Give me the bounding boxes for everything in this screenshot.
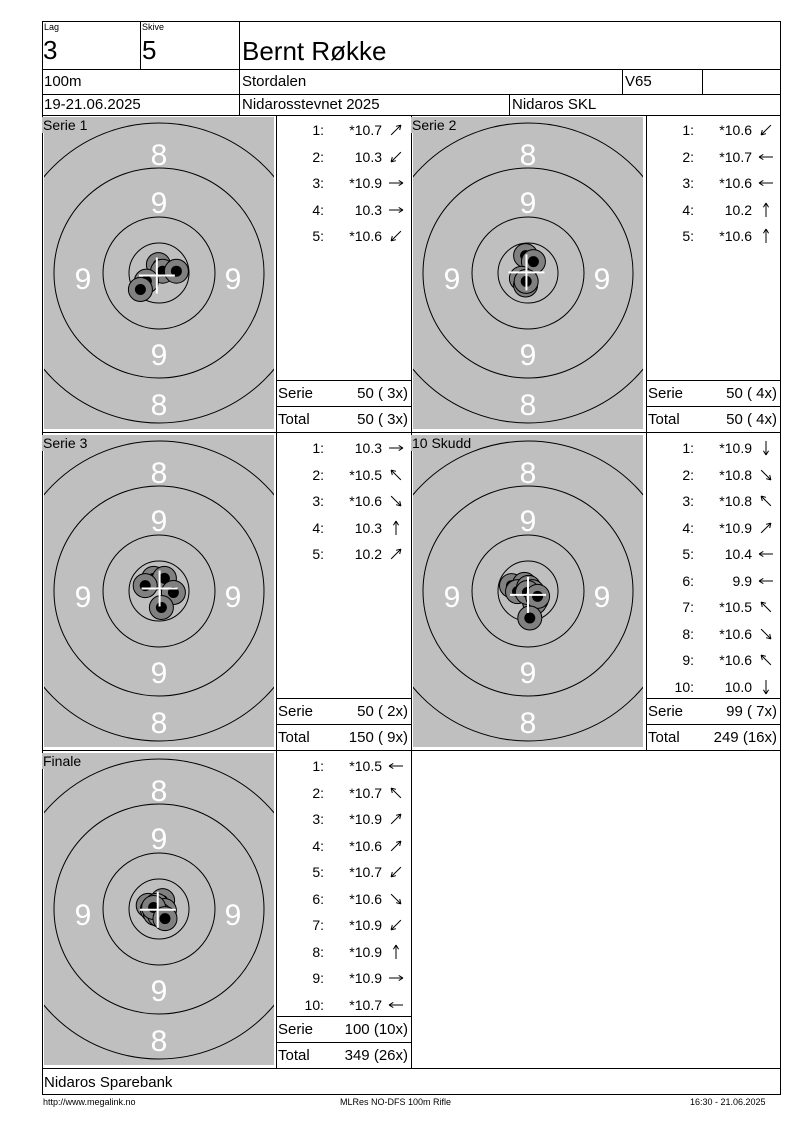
- shot-number: 3:: [312, 493, 324, 509]
- shot-row: [278, 886, 408, 912]
- shot-number: 7:: [682, 599, 694, 615]
- shot-row: [278, 753, 408, 779]
- shot-row: [278, 197, 408, 223]
- shot-row: [648, 223, 778, 249]
- shot-number: 2:: [682, 466, 694, 483]
- direction-arrow-icon: [386, 965, 406, 991]
- shot-value: *10.8: [719, 493, 752, 509]
- shot-value: *10.6: [719, 175, 752, 191]
- direction-arrow-icon: [756, 674, 776, 700]
- shot-number: 1:: [682, 122, 694, 138]
- ring-number: 8: [519, 457, 537, 490]
- hit-core: [135, 284, 146, 295]
- ring-number: 9: [150, 975, 168, 1008]
- ring-number: 8: [519, 389, 537, 422]
- shot-value: 9.9: [732, 572, 752, 589]
- shot-number: 1:: [312, 122, 324, 138]
- shot-number: 7:: [312, 917, 324, 933]
- direction-arrow-icon: [386, 992, 406, 1018]
- shot-value: *10.9: [719, 440, 752, 456]
- shot-row: [278, 515, 408, 541]
- total-value: 249 (16x): [713, 729, 777, 746]
- shot-value: *10.8: [719, 466, 752, 483]
- ring-number: 9: [74, 263, 92, 296]
- shot-value: 10.3: [354, 440, 382, 456]
- total-row: [646, 407, 779, 433]
- shot-row: [648, 462, 778, 488]
- shot-number: 2:: [312, 466, 324, 483]
- shot-value: *10.7: [349, 784, 382, 801]
- ring-number: 8: [519, 139, 537, 172]
- shot-value: *10.7: [349, 996, 382, 1013]
- shot-number: 9:: [312, 970, 324, 986]
- shot-row: [278, 780, 408, 806]
- direction-arrow-icon: [386, 197, 406, 223]
- organizer: Nidaros SKL: [512, 96, 597, 113]
- shot-number: 5:: [312, 864, 324, 880]
- shot-row: [648, 674, 778, 700]
- direction-arrow-icon: [756, 515, 776, 541]
- shot-number: 1:: [682, 440, 694, 456]
- total-label: Total: [278, 729, 310, 746]
- direction-arrow-icon: [386, 223, 406, 249]
- direction-arrow-icon: [756, 144, 776, 170]
- hit-core: [524, 613, 535, 624]
- shot-row: [648, 117, 778, 143]
- ring-number: 9: [150, 339, 168, 372]
- ring-number: 9: [443, 263, 461, 296]
- shot-value: 10.2: [724, 201, 752, 218]
- ring-number: 9: [224, 899, 242, 932]
- shot-number: 5:: [682, 546, 694, 562]
- direction-arrow-icon: [386, 939, 406, 965]
- direction-arrow-icon: [756, 488, 776, 514]
- shot-number: 2:: [312, 148, 324, 165]
- ring-number: 9: [224, 263, 242, 296]
- ring-number: 8: [150, 775, 168, 808]
- ring-number: 8: [150, 457, 168, 490]
- shot-value: 10.3: [354, 201, 382, 218]
- shot-number: 2:: [312, 784, 324, 801]
- shot-value: *10.5: [349, 758, 382, 774]
- ring-number: 9: [519, 505, 537, 538]
- shot-row: [648, 647, 778, 673]
- panel-title: Serie 1: [43, 117, 88, 133]
- total-value: 150 ( 9x): [348, 729, 408, 746]
- shot-value: *10.9: [349, 811, 382, 827]
- direction-arrow-icon: [386, 806, 406, 832]
- direction-arrow-icon: [386, 170, 406, 196]
- shot-row: [648, 170, 778, 196]
- serie-label: Serie: [648, 385, 684, 402]
- ring-number: 9: [74, 581, 92, 614]
- shot-row: [278, 859, 408, 885]
- direction-arrow-icon: [386, 780, 406, 806]
- shot-number: 4:: [682, 519, 694, 536]
- shot-value: *10.5: [719, 599, 752, 615]
- shot-number: 4:: [312, 837, 324, 854]
- shot-value: *10.9: [349, 943, 382, 960]
- ring-number: 9: [443, 581, 461, 614]
- direction-arrow-icon: [386, 541, 406, 567]
- shot-row: [278, 541, 408, 567]
- shot-number: 6:: [312, 890, 324, 907]
- shot-row: [648, 515, 778, 541]
- footer-program: MLRes NO-DFS 100m Rifle: [340, 1097, 452, 1107]
- ring-number: 8: [519, 707, 537, 740]
- serie-row: [646, 381, 779, 407]
- distance: 100m: [44, 73, 82, 90]
- shot-row: [278, 117, 408, 143]
- hit-core: [528, 256, 539, 267]
- serie-row: [276, 1017, 410, 1043]
- direction-arrow-icon: [386, 488, 406, 514]
- ring-number: 9: [224, 581, 242, 614]
- shot-row: [648, 197, 778, 223]
- shot-number: 1:: [312, 440, 324, 456]
- shot-value: *10.6: [719, 122, 752, 138]
- ring-number: 9: [519, 339, 537, 372]
- shot-number: 3:: [682, 493, 694, 509]
- shot-value: 10.0: [724, 678, 752, 695]
- shot-value: 10.2: [354, 546, 382, 562]
- shot-number: 5:: [682, 228, 694, 244]
- shot-number: 5:: [312, 228, 324, 244]
- panel-title: 10 Skudd: [412, 435, 472, 451]
- shot-number: 3:: [682, 175, 694, 191]
- shot-row: [648, 541, 778, 567]
- total-value: 349 (26x): [344, 1047, 408, 1064]
- direction-arrow-icon: [756, 568, 776, 594]
- total-row: [276, 1043, 410, 1069]
- total-value: 50 ( 3x): [357, 411, 408, 428]
- shot-row: [278, 170, 408, 196]
- skive-value: 5: [142, 35, 157, 65]
- ring-number: 9: [593, 263, 611, 296]
- lag-value: 3: [43, 35, 58, 65]
- lag-label: Lag: [44, 22, 60, 32]
- serie-label: Serie: [278, 385, 314, 402]
- direction-arrow-icon: [756, 197, 776, 223]
- direction-arrow-icon: [386, 144, 406, 170]
- serie-value: 50 ( 4x): [726, 385, 777, 402]
- shooter-name: Bernt Røkke: [242, 36, 387, 66]
- ring-number: 9: [74, 899, 92, 932]
- total-row: [276, 407, 410, 433]
- shot-value: *10.9: [719, 519, 752, 536]
- shot-value: *10.9: [349, 970, 382, 986]
- ring-number: 8: [150, 1025, 168, 1058]
- direction-arrow-icon: [386, 886, 406, 912]
- ring-number: 9: [519, 657, 537, 690]
- ring-number: 9: [150, 187, 168, 220]
- direction-arrow-icon: [756, 223, 776, 249]
- shot-row: [278, 144, 408, 170]
- total-label: Total: [648, 411, 680, 428]
- direction-arrow-icon: [386, 912, 406, 938]
- shot-number: 5:: [312, 546, 324, 562]
- shot-row: [278, 806, 408, 832]
- total-label: Total: [278, 411, 310, 428]
- shot-number: 10:: [674, 678, 694, 695]
- direction-arrow-icon: [386, 753, 406, 779]
- shot-row: [278, 223, 408, 249]
- skive-label: Skive: [142, 22, 165, 32]
- shot-row: [278, 488, 408, 514]
- ring-number: 9: [150, 657, 168, 690]
- shot-row: [648, 594, 778, 620]
- shot-row: [648, 435, 778, 461]
- direction-arrow-icon: [756, 462, 776, 488]
- shot-value: 10.3: [354, 148, 382, 165]
- shot-number: 3:: [312, 811, 324, 827]
- shot-value: 10.3: [354, 519, 382, 536]
- shot-number: 2:: [682, 148, 694, 165]
- direction-arrow-icon: [386, 117, 406, 143]
- serie-value: 100 (10x): [344, 1021, 408, 1038]
- total-label: Total: [278, 1047, 310, 1064]
- shot-row: [278, 939, 408, 965]
- shot-value: *10.9: [349, 917, 382, 933]
- hit-core: [160, 913, 171, 924]
- shot-row: [278, 912, 408, 938]
- event: Nidarosstevnet 2025: [242, 96, 380, 113]
- shot-value: *10.6: [349, 837, 382, 854]
- ring-number: 8: [150, 389, 168, 422]
- direction-arrow-icon: [386, 833, 406, 859]
- direction-arrow-icon: [756, 647, 776, 673]
- shot-number: 9:: [682, 652, 694, 668]
- ring-number: 8: [150, 139, 168, 172]
- shot-number: 6:: [682, 572, 694, 589]
- serie-label: Serie: [648, 703, 684, 720]
- ring-number: 9: [150, 823, 168, 856]
- target-4: [413, 435, 643, 747]
- shot-value: *10.6: [719, 228, 752, 244]
- shot-number: 8:: [682, 625, 694, 642]
- serie-row: [276, 381, 410, 407]
- total-row: [646, 725, 779, 751]
- shot-number: 1:: [312, 758, 324, 774]
- direction-arrow-icon: [756, 170, 776, 196]
- shot-number: 4:: [312, 201, 324, 218]
- shot-value: *10.9: [349, 175, 382, 191]
- serie-value: 99 ( 7x): [726, 703, 777, 720]
- panel-title: Finale: [43, 753, 82, 769]
- shot-row: [278, 435, 408, 461]
- shot-value: *10.7: [719, 148, 752, 165]
- shot-value: *10.6: [719, 652, 752, 668]
- total-label: Total: [648, 729, 680, 746]
- panel-title: Serie 2: [412, 117, 457, 133]
- serie-value: 50 ( 2x): [357, 703, 408, 720]
- shot-number: 8:: [312, 943, 324, 960]
- shot-value: *10.7: [349, 864, 382, 880]
- shot-number: 3:: [312, 175, 324, 191]
- shot-row: [648, 144, 778, 170]
- shot-value: *10.6: [719, 625, 752, 642]
- shot-number: 10:: [304, 996, 324, 1013]
- shot-value: *10.7: [349, 122, 382, 138]
- direction-arrow-icon: [386, 435, 406, 461]
- ring-number: 9: [519, 187, 537, 220]
- club: Stordalen: [242, 73, 307, 90]
- shot-row: [648, 568, 778, 594]
- direction-arrow-icon: [756, 594, 776, 620]
- direction-arrow-icon: [756, 117, 776, 143]
- target-5: [44, 753, 274, 1065]
- direction-arrow-icon: [386, 859, 406, 885]
- shot-value: *10.6: [349, 890, 382, 907]
- direction-arrow-icon: [386, 515, 406, 541]
- ring-number: 8: [150, 707, 168, 740]
- total-row: [276, 725, 410, 751]
- shot-value: *10.6: [349, 493, 382, 509]
- target-1: [44, 117, 274, 429]
- direction-arrow-icon: [756, 621, 776, 647]
- footer-url[interactable]: http://www.megalink.no: [43, 1097, 136, 1107]
- ring-number: 9: [150, 505, 168, 538]
- serie-row: [646, 699, 779, 725]
- panel-title: Serie 3: [43, 435, 88, 451]
- serie-label: Serie: [278, 1021, 314, 1038]
- direction-arrow-icon: [756, 541, 776, 567]
- shot-row: [278, 833, 408, 859]
- shot-row: [278, 965, 408, 991]
- shot-value: 10.4: [724, 546, 752, 562]
- shot-value: *10.5: [349, 466, 382, 483]
- target-3: [44, 435, 274, 747]
- total-value: 50 ( 4x): [726, 411, 777, 428]
- serie-row: [276, 699, 410, 725]
- footer-timestamp: 16:30 - 21.06.2025: [690, 1097, 766, 1107]
- class: V65: [625, 73, 652, 90]
- hit-core: [532, 591, 543, 602]
- shot-row: [648, 488, 778, 514]
- hit-core: [156, 602, 167, 613]
- shot-value: *10.6: [349, 228, 382, 244]
- shot-number: 4:: [312, 519, 324, 536]
- sponsor: Nidaros Sparebank: [44, 1074, 173, 1091]
- direction-arrow-icon: [386, 462, 406, 488]
- direction-arrow-icon: [756, 435, 776, 461]
- shot-number: 4:: [682, 201, 694, 218]
- shot-row: [648, 621, 778, 647]
- target-2: [413, 117, 643, 429]
- serie-value: 50 ( 3x): [357, 385, 408, 402]
- shot-row: [278, 462, 408, 488]
- serie-label: Serie: [278, 703, 314, 720]
- date: 19-21.06.2025: [44, 96, 141, 113]
- ring-number: 9: [593, 581, 611, 614]
- shot-row: [278, 992, 408, 1018]
